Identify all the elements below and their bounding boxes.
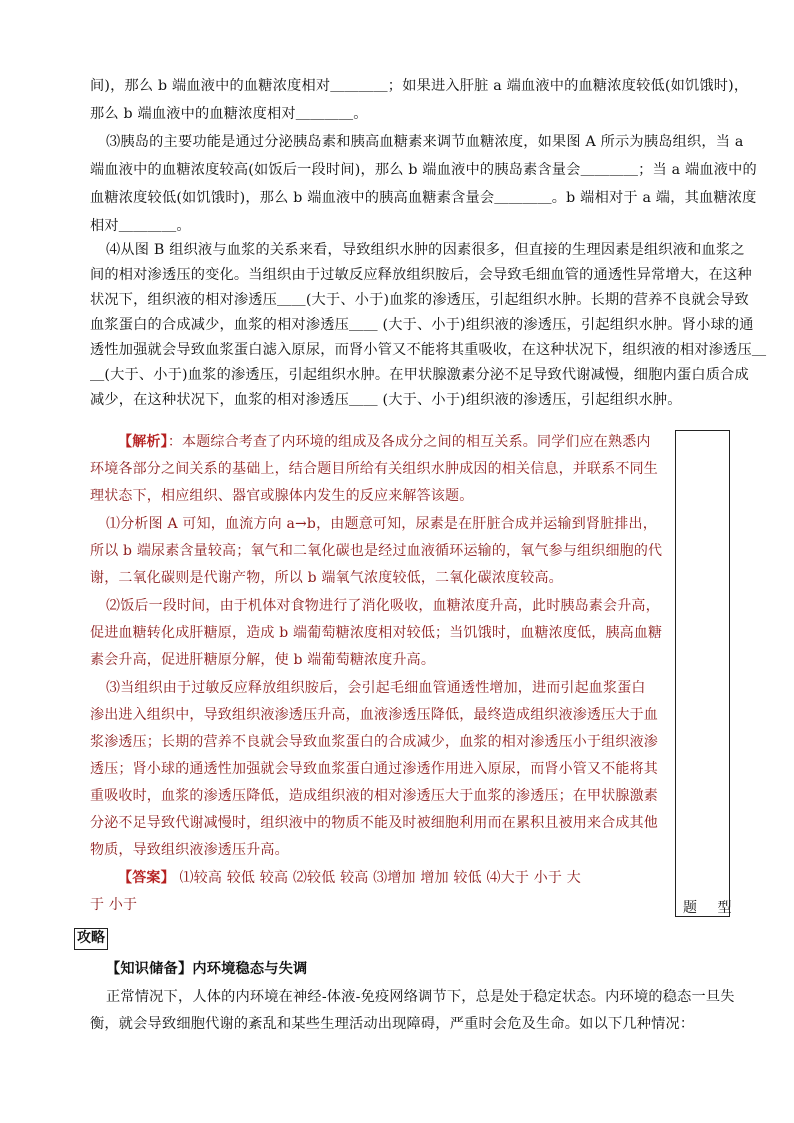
answer-line: 于 小于 bbox=[90, 897, 138, 913]
knowledge-heading-title: 内环境稳态与失调 bbox=[192, 961, 308, 977]
analysis-line: ⑵饭后一段时间，由于机体对食物进行了消化吸收，血糖浓度升高，此时胰岛素会升高， bbox=[106, 598, 660, 614]
question-line: ＿(大于、小于)血浆的渗透压，引起组织水肿。在甲状腺激素分泌不足导致代谢减慢，细胞内蛋白质合成 bbox=[90, 367, 749, 383]
question-line: 那么 b 端血液中的血糖浓度相对＿＿＿＿。 bbox=[90, 106, 368, 122]
question-type-label: 题 型 bbox=[683, 900, 740, 916]
analysis-line: 所以 b 端尿素含量较高；氧气和二氧化碳也是经过血液循环运输的，氧气参与组织细胞的代 bbox=[90, 543, 663, 559]
knowledge-line: 衡，就会导致细胞代谢的紊乱和某些生理活动出现障碍，严重时会危及生命。如以下几种情况： bbox=[90, 1016, 695, 1032]
analysis-line: 物质，导致组织液渗透压升高。 bbox=[90, 842, 289, 858]
question-line: ⑷从图 B 组织液与血浆的关系来看，导致组织水肿的因素很多，但直接的生理因素是组织液和血浆之 bbox=[106, 242, 745, 258]
analysis-line: 渗出进入组织中，导致组织液渗透压升高，血液渗透压降低，最终造成组织液渗透压大于血 bbox=[90, 707, 658, 723]
analysis-line: 环境各部分之间关系的基础上，结合题目所给有关组织水肿成因的相关信息，并联系不同生 bbox=[90, 461, 658, 477]
question-line: 透性加强就会导致血浆蛋白滤入原尿，而肾小管又不能将其重吸收，在这种状况下，组织液的相对渗透压＿ bbox=[90, 342, 767, 358]
question-line: 减少，在这种状况下，血浆的相对渗透压＿＿ (大于、小于)组织液的渗透压，引起组织水肿。 bbox=[90, 392, 682, 408]
answer-first-line bbox=[118, 867, 581, 889]
analysis-line: 理状态下，相应组织、器官或腺体内发生的反应来解答该题。 bbox=[90, 488, 474, 504]
analysis-line: 浆渗透压；长期的营养不良就会导致血浆蛋白的合成减少，血浆的相对渗透压小于组织液渗 bbox=[90, 734, 658, 750]
answer-label: 【答案】 bbox=[118, 870, 175, 886]
knowledge-heading-bracket: 【知识储备】 bbox=[106, 961, 193, 977]
answer-values: ⑴较高 较低 较高 ⑵较低 较高 ⑶增加 增加 较低 ⑷大于 小于 大 bbox=[174, 870, 581, 886]
question-line: 血糖浓度较低(如饥饿时)，那么 b 端血液中的胰高血糖素含量会＿＿＿＿。b 端相对于 a 端，其血糖浓度 bbox=[90, 190, 757, 206]
analysis-first-line bbox=[118, 431, 651, 453]
analysis-line: 促进血糖转化成肝糖原，造成 b 端葡萄糖浓度相对较低；当饥饿时，血糖浓度低，胰高血糖 bbox=[90, 625, 663, 641]
question-line: 血浆蛋白的合成减少，血浆的相对渗透压＿＿ (大于、小于)组织液的渗透压，引起组织水肿。肾小球的通 bbox=[90, 317, 754, 333]
question-line: 间的相对渗透压的变化。当组织由于过敏反应释放组织胺后，会导致毛细血管的通透性异常增大，在这种 bbox=[90, 267, 752, 283]
analysis-line: ⑶当组织由于过敏反应释放组织胺后，会引起毛细血管通透性增加，进而引起血浆蛋白 bbox=[106, 680, 646, 696]
question-line: 相对＿＿＿＿。 bbox=[90, 218, 191, 234]
analysis-line: 谢，二氧化碳则是代谢产物，所以 b 端氧气浓度较低，二氧化碳浓度较高。 bbox=[90, 570, 563, 586]
question-line: ⑶胰岛的主要功能是通过分泌胰岛素和胰高血糖素来调节血糖浓度，如果图 A 所示为胰岛组织，当 a bbox=[106, 134, 744, 150]
analysis-line: ⑴分析图 A 可知，血流方向 a→b，由题意可知，尿素是在肝脏合成并运输到肾脏排出， bbox=[106, 516, 657, 532]
knowledge-heading bbox=[106, 958, 307, 980]
question-line: 端血液中的血糖浓度较高(如饭后一段时间)，那么 b 端血液中的胰岛素含量会＿＿＿＿；当 a 端血液中的 bbox=[90, 162, 757, 178]
analysis-line: 重吸收时，血浆的渗透压降低，造成组织液的相对渗透压大于血浆的渗透压；在甲状腺激素 bbox=[90, 788, 658, 804]
question-type-box bbox=[675, 430, 730, 917]
knowledge-line: 正常情况下，人体的内环境在神经-体液-免疫网络调节下，总是处于稳定状态。内环境的稳态一旦失 bbox=[106, 989, 735, 1005]
analysis-label: 【解析】 bbox=[118, 434, 168, 450]
question-line: 间)，那么 b 端血液中的血糖浓度相对＿＿＿＿；如果进入肝脏 a 端血液中的血糖浓度较低(如饥饿时)， bbox=[90, 78, 749, 94]
analysis-line: 素会升高，促进肝糖原分解，使 b 端葡萄糖浓度升高。 bbox=[90, 652, 436, 668]
analysis-intro-text: ：本题综合考查了内环境的组成及各成分之间的相互关系。同学们应在熟悉内 bbox=[167, 434, 651, 450]
tactics-tag: 攻略 bbox=[74, 928, 108, 950]
question-line: 状况下，组织液的相对渗透压＿＿(大于、小于)血浆的渗透压，引起组织水肿。长期的营养不良就会导致 bbox=[90, 292, 749, 308]
analysis-line: 分泌不足导致代谢减慢时，组织液中的物质不能及时被细胞利用而在累积且被用来合成其他 bbox=[90, 815, 658, 831]
analysis-line: 透压；肾小球的通透性加强就会导致血浆蛋白通过渗透作用进入原尿，而肾小管又不能将其 bbox=[90, 761, 658, 777]
